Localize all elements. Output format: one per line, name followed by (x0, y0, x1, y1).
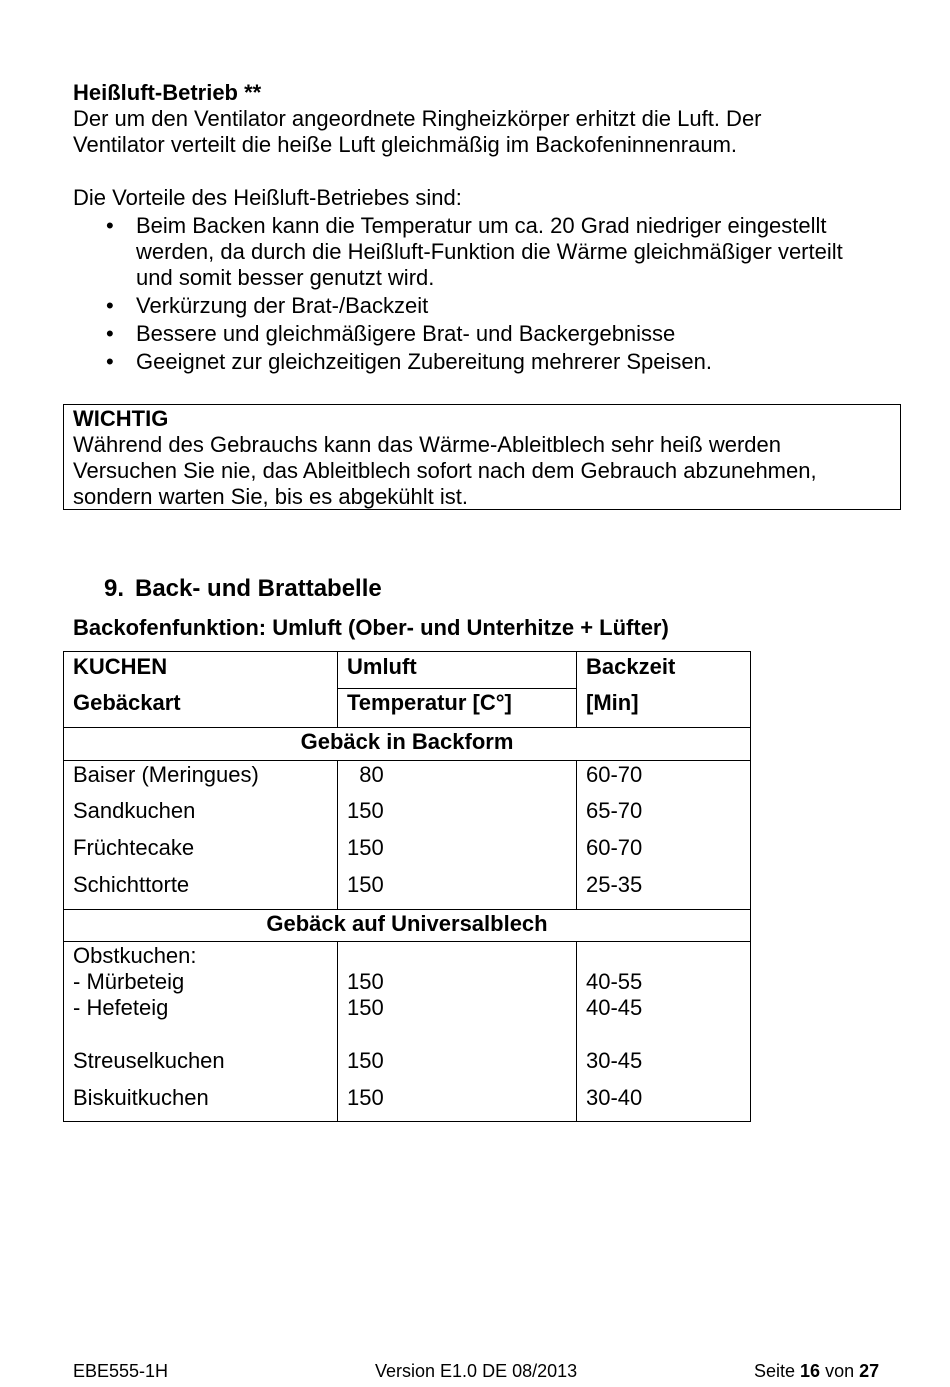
cell-name: Baiser (Meringues) (64, 761, 338, 798)
advantage-line: und somit besser genutzt wird. (136, 265, 435, 290)
table-row (64, 995, 751, 1048)
table-row (64, 1048, 751, 1085)
advantage-line: werden, da durch die Heißluft-Funktion die Wärme gleichmäßiger verteilt (136, 239, 843, 264)
section-title (104, 575, 382, 603)
heissluft-heading: Heißluft-Betrieb ** (73, 80, 262, 105)
page-prefix: Seite (754, 1361, 801, 1381)
cell-name: Sandkuchen (64, 798, 338, 835)
warning-line: Während des Gebrauchs kann das Wärme-Ableitblech sehr heiß werden (73, 432, 782, 457)
cell-temp: 150 (338, 1085, 577, 1121)
warning-box (63, 404, 901, 510)
cell-time: 40-55 (577, 969, 751, 995)
page-total: 27 (859, 1361, 880, 1381)
cell-temp: 150 (338, 798, 577, 835)
cell-time: 60-70 (577, 835, 751, 872)
group-title-backform: Gebäck in Backform (64, 728, 751, 761)
cell-temp: 150 (338, 995, 577, 1048)
cell-name: - Mürbeteig (64, 969, 338, 995)
cell-temp: 80 (338, 761, 577, 798)
cell-time: 25-35 (577, 872, 751, 910)
cell-name: Streuselkuchen (64, 1048, 338, 1085)
advantage-line: Geeignet zur gleichzeitigen Zubereitung mehrerer Speisen. (136, 349, 712, 374)
bullet-icon: • (106, 349, 114, 374)
cell-name: Früchtecake (64, 835, 338, 872)
cell-temp: 150 (338, 1048, 577, 1085)
header-umluft: Umluft (338, 652, 577, 689)
oven-function-subtitle: Backofenfunktion: Umluft (Ober- und Unterhitze + Lüfter) (73, 615, 669, 640)
page-mid: von (820, 1361, 860, 1381)
bullet-icon: • (106, 213, 114, 238)
cell-temp (338, 942, 577, 970)
header-gebaeckart: Gebäckart (64, 689, 338, 728)
footer-model: EBE555-1H (73, 1361, 169, 1381)
table-row (64, 1085, 751, 1121)
header-backzeit: Backzeit (577, 652, 751, 689)
table-row (64, 761, 751, 798)
cell-temp: 150 (338, 835, 577, 872)
advantage-item (73, 213, 903, 291)
advantages-intro: Die Vorteile des Heißluft-Betriebes sind: (73, 185, 462, 210)
section-number: 9. (104, 575, 125, 602)
footer-page (754, 1361, 879, 1382)
warning-line: sondern warten Sie, bis es abgekühlt ist. (73, 484, 469, 509)
table-header-row (64, 689, 751, 728)
warning-line: Versuchen Sie nie, das Ableitblech sofort nach dem Gebrauch abzunehmen, (73, 458, 817, 483)
table-row (64, 835, 751, 872)
cell-temp: 150 (338, 969, 577, 995)
header-kuchen: KUCHEN (64, 652, 338, 689)
description-line: Ventilator verteilt die heiße Luft gleichmäßig im Backofeninnenraum. (73, 132, 738, 157)
advantage-item (73, 293, 903, 319)
table-row (64, 798, 751, 835)
cell-time: 30-40 (577, 1085, 751, 1121)
header-temperatur: Temperatur [C°] (338, 689, 577, 728)
heissluft-description (73, 106, 903, 158)
cell-time (577, 942, 751, 970)
footer-version: Version E1.0 DE 08/2013 (375, 1361, 578, 1381)
advantages-list (73, 213, 903, 377)
advantage-line: Bessere und gleichmäßigere Brat- und Backergebnisse (136, 321, 676, 346)
advantage-item (73, 349, 903, 375)
warning-title: WICHTIG (73, 406, 169, 431)
description-line: Der um den Ventilator angeordnete Ringheizkörper erhitzt die Luft. Der (73, 106, 762, 131)
cell-time: 30-45 (577, 1048, 751, 1085)
table-row (64, 969, 751, 995)
cell-time: 65-70 (577, 798, 751, 835)
bullet-icon: • (106, 293, 114, 318)
page-number: 16 (800, 1361, 821, 1381)
table-group-row (64, 910, 751, 942)
group-title-universalblech: Gebäck auf Universalblech (64, 910, 751, 942)
section-title-text: Back- und Brattabelle (135, 575, 382, 602)
cell-name: Schichttorte (64, 872, 338, 910)
bullet-icon: • (106, 321, 114, 346)
table-row (64, 872, 751, 910)
table-group-row (64, 728, 751, 761)
advantage-line: Verkürzung der Brat-/Backzeit (136, 293, 429, 318)
cell-name: Biskuitkuchen (64, 1085, 338, 1121)
cell-time: 60-70 (577, 761, 751, 798)
table-header-row (64, 652, 751, 689)
table-row (64, 942, 751, 970)
cell-time: 40-45 (577, 995, 751, 1048)
cell-name: - Hefeteig (64, 995, 338, 1048)
cell-name: Obstkuchen: (64, 942, 338, 970)
cell-temp: 150 (338, 872, 577, 910)
advantage-line: Beim Backen kann die Temperatur um ca. 20 Grad niedriger eingestellt (136, 213, 827, 238)
baking-table (63, 651, 751, 1122)
header-min: [Min] (577, 689, 751, 728)
advantage-item (73, 321, 903, 347)
